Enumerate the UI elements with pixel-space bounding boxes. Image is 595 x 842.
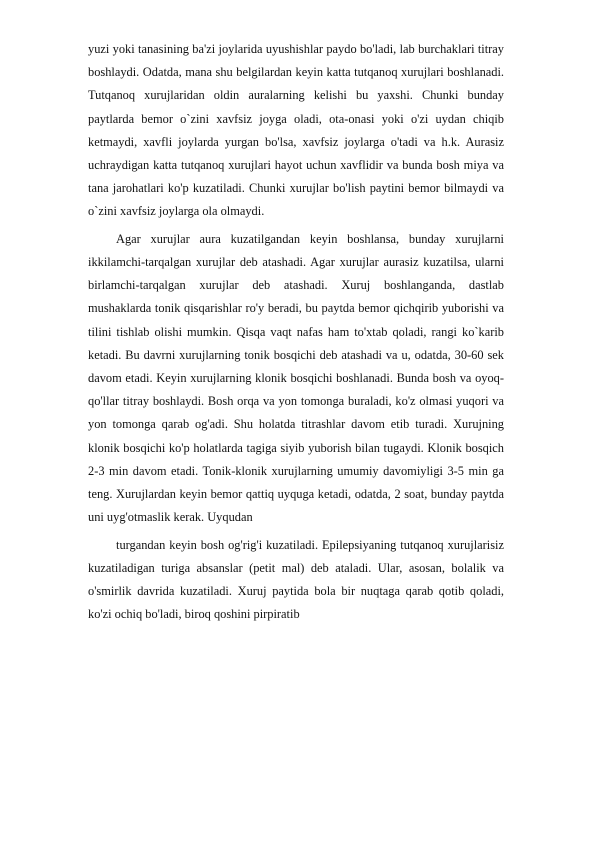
paragraph-1: yuzi yoki tanasining ba'zi joylarida uyushishlar paydo bo'ladi, lab burchaklari titray boshlaydi. Odatda, mana shu belgilardan keyin katta tutqanoq xurujlari boshlanadi. Tutqanoq xurujlaridan oldin auralarning kelishi bu yaxshi. Chunki bunday paytlarda bemor o`zini xavfsiz joyga oladi, ota-onasi yoki o'zi uydan chiqib ketmaydi, xavfli joylarda yurgan bo'lsa, xavfsiz joylarga o'tadi va h.k. Aurasiz uchraydigan katta tutqanoq xurujlari hayot uchun xavflidir va bunda bosh miya va tana jarohatlari ko'p kuzatiladi. Chunki xurujlar bo'lish paytini bemor bilmaydi va o`zini xavfsiz joylarga ola olmaydi.	[88, 42, 504, 219]
paragraph-3: turgandan keyin bosh og'rig'i kuzatiladi. Epilepsiyaning tutqanoq xurujlarisiz kuzatiladigan turiga absanslar (petit mal) deb ataladi. Ular, asosan, bolalik va o'smirlik davrida kuzatiladi. Xuruj paytida bola bir nuqtaga qarab qotib qoladi, ko'zi ochiq bo'ladi, biroq qoshini pirpiratib	[88, 537, 504, 622]
document-page	[88, 38, 504, 631]
paragraph-2: Agar xurujlar aura kuzatilgandan keyin boshlansa, bunday xurujlarni ikkilamchi-tarqalgan xurujlar deb atashadi. Agar xurujlar aurasiz kuzatilsa, ularni birlamchi-tarqalgan xurujlar deb atashadi. Xuruj boshlanganda, dastlab mushaklarda tonik qisqarishlar ro'y beradi, bu paytda bemor qichqirib yuborishi va tilini tishlab olishi mumkin. Qisqa vaqt nafas ham to'xtab qoladi, rangi ko`karib ketadi. Bu davrni xurujlarning tonik bosqichi deb atashadi va u, odatda, 30-60 sek davom etadi. Keyin xurujlarning klonik bosqichi boshlanadi. Bunda bosh va oyoq-qo'llar titray boshlaydi. Bosh orqa va yon tomonga buraladi, ko'z olmasi yuqori va yon tomonga qarab og'adi. Shu holatda titrashlar davom etib turadi. Xurujning klonik bosqichi ko'p holatlarda tagiga siyib yuborish bilan tugaydi. Klonik bosqich 2-3 min davom etadi. Tonik-klonik xurujlarning umumiy davomiyligi 3-5 min ga teng. Xurujlardan keyin bemor qattiq uyquga ketadi, odatda, 2 soat, bunday paytda uni uyg'otmaslik kerak. Uyqudan	[88, 231, 504, 525]
